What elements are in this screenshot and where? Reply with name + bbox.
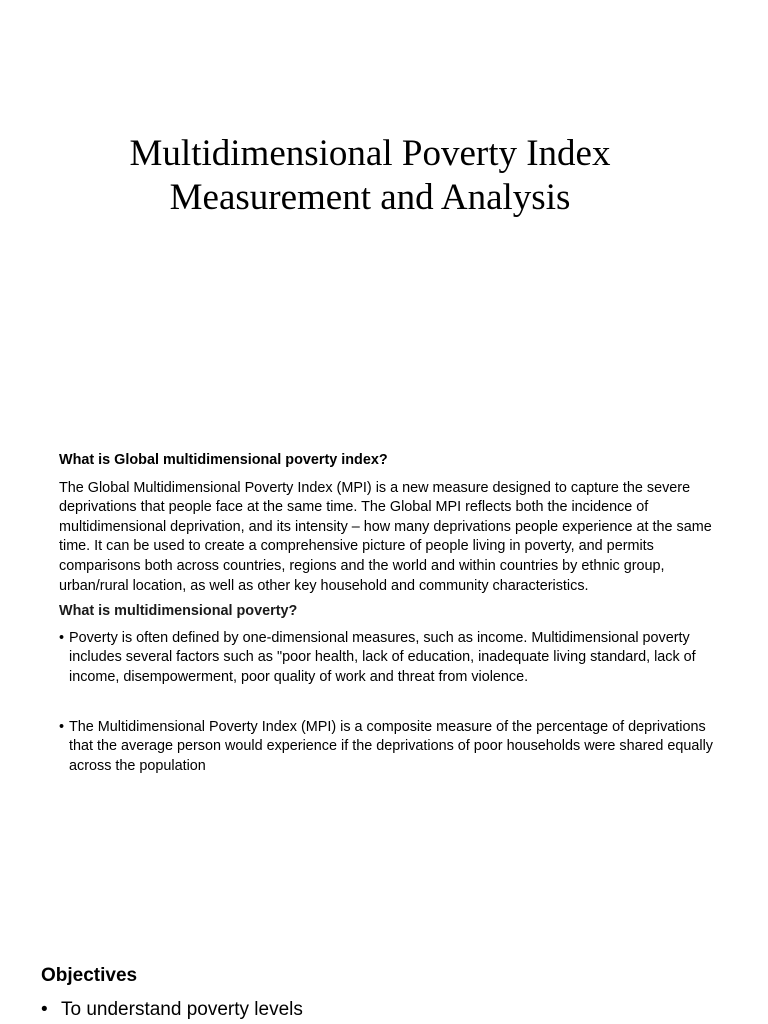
title-line-1: Multidimensional Poverty Index bbox=[129, 133, 611, 174]
objectives-section bbox=[41, 963, 303, 1023]
bullet-text: The Multidimensional Poverty Index (MPI) is a composite measure of the percentage of deprivations that the average person would experience if the deprivations of poor households were shared equally across the population bbox=[69, 718, 713, 774]
bullet-icon: • bbox=[59, 629, 65, 646]
list-item bbox=[59, 718, 719, 777]
objective-text: To understand poverty levels bbox=[61, 999, 303, 1020]
global-mpi-paragraph: The Global Multidimensional Poverty Index (MPI) is a new measure designed to capture the severe deprivations that people face at the same time. The Global MPI reflects both the incidence of multidimensional deprivation, and its intensity – how many deprivations people experience at the same time. It can be used to create a comprehensive picture of people living in poverty, and permits comparisons both across countries, regions and the world and within countries by ethnic group, urban/rural location, as well as other key household and community characteristics. bbox=[59, 479, 712, 594]
objectives-heading: Objectives bbox=[41, 965, 138, 986]
bullet-icon: • bbox=[41, 999, 48, 1020]
bullet-icon: • bbox=[59, 718, 65, 735]
section-heading-global-mpi: What is Global multidimensional poverty index? bbox=[59, 452, 388, 468]
content-body bbox=[59, 451, 719, 776]
section-heading-multidimensional-poverty: What is multidimensional poverty? bbox=[59, 603, 298, 620]
list-item bbox=[59, 629, 719, 688]
list-item bbox=[41, 997, 303, 1023]
page-title bbox=[0, 132, 740, 220]
bullet-text: Poverty is often defined by one-dimensional measures, such as income. Multidimensional poverty includes several factors such as "poor health, lack of education, inadequate living standard, lack of income, disempowerment, poor quality of work and threat from violence. bbox=[69, 629, 696, 685]
title-line-2: Measurement and Analysis bbox=[169, 177, 571, 218]
